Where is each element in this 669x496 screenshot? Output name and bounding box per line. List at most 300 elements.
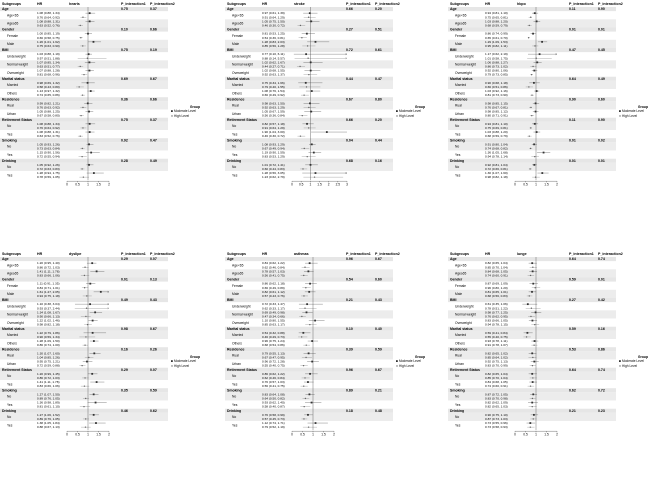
svg-text:2: 2 [327, 182, 330, 187]
svg-text:0.07: 0.07 [150, 257, 157, 262]
svg-text:0.75 (0.69, 0.81): 0.75 (0.69, 0.81) [485, 126, 508, 130]
svg-text:Yes: Yes [455, 402, 461, 407]
svg-text:1: 1 [535, 432, 537, 437]
svg-text:0.56 (0.41, 0.75): 0.56 (0.41, 0.75) [262, 384, 285, 389]
svg-text:0.82 (0.65, 1.04): 0.82 (0.65, 1.04) [485, 261, 508, 266]
svg-text:1.02 (0.68, 1.55): 1.02 (0.68, 1.55) [262, 68, 285, 73]
svg-text:0.66 (0.49, 0.92): 0.66 (0.49, 0.92) [262, 93, 285, 98]
svg-text:0.49: 0.49 [150, 158, 157, 163]
svg-text:0.72 (0.66, 0.81): 0.72 (0.66, 0.81) [485, 167, 508, 171]
group-drinking [225, 159, 393, 180]
svg-text:1.22 (1.02, 1.46): 1.22 (1.02, 1.46) [37, 318, 60, 323]
svg-text:Smoking: Smoking [227, 388, 242, 393]
svg-text:Yes: Yes [232, 132, 238, 137]
svg-text:P_interaction1: P_interaction1 [121, 252, 146, 257]
svg-text:0.36: 0.36 [121, 97, 128, 102]
svg-text:0.74: 0.74 [598, 367, 605, 372]
svg-text:Yes: Yes [455, 173, 461, 178]
svg-text:0.85 (0.70, 1.04): 0.85 (0.70, 1.04) [485, 265, 508, 270]
svg-text:Rual: Rual [232, 103, 239, 108]
svg-text:Married: Married [232, 83, 244, 88]
svg-text:Retirement Status: Retirement Status [450, 117, 480, 122]
svg-text:BMI: BMI [2, 298, 9, 303]
svg-text:Normal weight: Normal weight [232, 312, 254, 317]
svg-text:0.55 (0.40, 0.75): 0.55 (0.40, 0.75) [262, 363, 285, 368]
group-drinking [448, 159, 616, 180]
group-age [225, 257, 393, 278]
svg-text:0.79 (0.73, 0.85): 0.79 (0.73, 0.85) [485, 72, 508, 77]
svg-text:0.29: 0.29 [121, 367, 128, 372]
legend [396, 355, 425, 368]
svg-text:Age: Age [227, 257, 234, 262]
group-residence [448, 347, 616, 368]
svg-text:1.05 (0.88, 1.25): 1.05 (0.88, 1.25) [37, 109, 60, 114]
svg-text:1.07 (0.88, 1.28): 1.07 (0.88, 1.28) [37, 68, 60, 73]
svg-text:P_interaction2: P_interaction2 [150, 252, 175, 257]
svg-text:1.20 (0.99, 1.45): 1.20 (0.99, 1.45) [37, 371, 60, 376]
svg-text:1.26 (1.01, 1.62): 1.26 (1.01, 1.62) [37, 39, 60, 44]
group-drinking [0, 409, 168, 430]
svg-text:0: 0 [291, 432, 293, 437]
svg-text:No: No [455, 394, 460, 399]
svg-text:0.81 (0.53, 1.25): 0.81 (0.53, 1.25) [262, 31, 285, 36]
svg-text:0.73 (0.55, 0.96): 0.73 (0.55, 0.96) [485, 421, 508, 426]
svg-text:Others: Others [455, 341, 465, 346]
svg-text:0.79 (0.52, 1.19): 0.79 (0.52, 1.19) [262, 425, 285, 430]
svg-text:0.94 (0.78, 1.15): 0.94 (0.78, 1.15) [485, 322, 508, 327]
svg-text:0.85 (0.63, 1.17): 0.85 (0.63, 1.17) [262, 322, 285, 327]
svg-text:0.87 (0.72, 1.05): 0.87 (0.72, 1.05) [485, 392, 508, 397]
svg-text:1.05 (0.75, 1.50): 1.05 (0.75, 1.50) [262, 19, 285, 24]
svg-text:0.73 (0.58, 0.93): 0.73 (0.58, 0.93) [485, 425, 508, 430]
svg-text:1.15 (0.90, 1.56): 1.15 (0.90, 1.56) [37, 150, 60, 155]
svg-text:Marital status: Marital status [450, 76, 473, 81]
svg-text:1.13 (0.97, 1.32): 1.13 (0.97, 1.32) [37, 89, 60, 94]
svg-text:P_interaction2: P_interaction2 [598, 252, 623, 257]
svg-text:Married: Married [7, 333, 19, 338]
svg-text:1.01 (0.58, 1.75): 1.01 (0.58, 1.75) [485, 56, 508, 61]
svg-text:0.66: 0.66 [150, 97, 157, 102]
svg-text:0.04: 0.04 [346, 138, 353, 143]
group-residence [448, 97, 616, 118]
svg-text:0.91 (0.78, 1.07): 0.91 (0.78, 1.07) [485, 343, 508, 348]
svg-text:0.86 (0.62, 1.18): 0.86 (0.62, 1.18) [262, 281, 285, 286]
svg-text:Retirement Status: Retirement Status [450, 367, 480, 372]
svg-text:0.19: 0.19 [150, 48, 157, 53]
svg-text:Retirement Status: Retirement Status [2, 367, 32, 372]
svg-text:High Level: High Level [399, 114, 415, 118]
svg-text:Subgroups: Subgroups [227, 2, 246, 7]
forest-panel-lunge [448, 250, 669, 496]
svg-text:0: 0 [66, 432, 68, 437]
svg-text:0.96: 0.96 [346, 257, 353, 262]
svg-text:1.29 (1.09, 1.53): 1.29 (1.09, 1.53) [485, 39, 508, 44]
svg-text:0.5: 0.5 [300, 432, 305, 437]
svg-text:0.46 (0.29, 0.73): 0.46 (0.29, 0.73) [262, 335, 285, 339]
svg-text:0.98 (0.85, 1.12): 0.98 (0.85, 1.12) [485, 109, 508, 114]
svg-text:Others: Others [232, 91, 242, 96]
svg-text:0: 0 [514, 432, 516, 437]
svg-text:0.79 (0.55, 1.13): 0.79 (0.55, 1.13) [262, 351, 285, 356]
svg-text:Smoking: Smoking [450, 138, 465, 143]
svg-text:0.90 (0.75, 1.10): 0.90 (0.75, 1.10) [485, 412, 508, 417]
svg-text:P_interaction1: P_interaction1 [569, 2, 594, 7]
svg-text:0.98 (0.69, 1.32): 0.98 (0.69, 1.32) [37, 80, 60, 85]
svg-text:0.67 (0.47, 0.95): 0.67 (0.47, 0.95) [262, 355, 285, 360]
svg-text:0.86 (0.74, 1.00): 0.86 (0.74, 1.00) [37, 343, 60, 348]
svg-text:0.74 (0.65, 0.86): 0.74 (0.65, 0.86) [37, 93, 60, 98]
svg-text:Age: Age [450, 257, 457, 262]
svg-text:Rual: Rual [7, 353, 14, 358]
group-residence [225, 347, 393, 368]
svg-text:Marital status: Marital status [450, 326, 473, 331]
svg-text:Underweight: Underweight [7, 304, 26, 309]
svg-text:0.92: 0.92 [121, 138, 128, 143]
svg-text:Smoking: Smoking [2, 138, 17, 143]
svg-text:1.08 (0.93, 1.29): 1.08 (0.93, 1.29) [262, 142, 285, 147]
svg-text:1.05 (0.93, 1.26): 1.05 (0.93, 1.26) [37, 142, 60, 147]
svg-text:0.57 (0.45, 0.73): 0.57 (0.45, 0.73) [262, 417, 285, 421]
svg-text:0.92 (0.63, 1.37): 0.92 (0.63, 1.37) [262, 72, 285, 77]
svg-text:1: 1 [87, 432, 89, 437]
svg-text:0.73 (0.63, 0.84): 0.73 (0.63, 0.84) [37, 146, 60, 151]
group-marital-status [0, 327, 168, 348]
svg-text:asthmas: asthmas [294, 252, 309, 257]
svg-text:1.01 (0.72, 1.41): 1.01 (0.72, 1.41) [262, 162, 285, 167]
x-axis [291, 431, 335, 437]
svg-text:Female: Female [455, 34, 466, 38]
svg-text:0.66: 0.66 [346, 117, 353, 122]
svg-text:No: No [232, 165, 237, 170]
svg-text:No: No [7, 394, 12, 399]
svg-text:0.78 (0.59, 1.05): 0.78 (0.59, 1.05) [37, 175, 60, 180]
svg-text:HR: HR [262, 2, 268, 7]
svg-text:0.85 (0.56, 1.28): 0.85 (0.56, 1.28) [262, 44, 285, 48]
svg-text:0.44: 0.44 [375, 138, 382, 143]
svg-text:P_interaction1: P_interaction1 [121, 2, 146, 7]
svg-text:Group: Group [414, 355, 426, 359]
x-axis [291, 181, 348, 187]
svg-text:0.92 (0.80, 1.06): 0.92 (0.80, 1.06) [485, 68, 508, 73]
svg-text:1.08 (0.88, 1.31): 1.08 (0.88, 1.31) [37, 19, 60, 24]
svg-text:0.82 (0.65, 1.04): 0.82 (0.65, 1.04) [485, 371, 508, 376]
svg-text:0.81 (0.61, 1.10): 0.81 (0.61, 1.10) [37, 404, 60, 409]
svg-text:0.66 (0.51, 0.86): 0.66 (0.51, 0.86) [485, 85, 508, 89]
svg-text:0.75: 0.75 [121, 7, 128, 12]
svg-text:HR: HR [262, 252, 268, 257]
svg-text:Age≥65: Age≥65 [232, 21, 244, 26]
svg-text:0.76 (0.63, 0.92): 0.76 (0.63, 0.92) [37, 105, 60, 110]
svg-text:0.59 (0.41, 0.84): 0.59 (0.41, 0.84) [485, 330, 508, 335]
svg-text:Age<65: Age<65 [455, 13, 467, 18]
svg-text:0.26: 0.26 [150, 347, 157, 352]
group-age [0, 257, 168, 278]
svg-text:0.72 (0.63, 0.83): 0.72 (0.63, 0.83) [37, 167, 60, 171]
svg-text:0.59: 0.59 [569, 326, 576, 331]
svg-text:Female: Female [232, 34, 243, 38]
group-bmi [225, 298, 393, 327]
svg-text:Moderate Level: Moderate Level [399, 359, 421, 363]
svg-text:Age: Age [2, 7, 9, 12]
svg-text:Male: Male [7, 292, 15, 297]
svg-text:0.5: 0.5 [75, 182, 80, 187]
svg-text:0.93 (0.37, 2.44): 0.93 (0.37, 2.44) [37, 306, 60, 311]
svg-text:Gender: Gender [2, 277, 15, 282]
svg-text:0.57 (0.43, 0.76): 0.57 (0.43, 0.76) [262, 294, 285, 298]
x-axis [514, 431, 558, 437]
svg-text:1.28 (0.83, 2.03): 1.28 (0.83, 2.03) [262, 39, 285, 44]
svg-text:Underweight: Underweight [455, 54, 474, 59]
svg-text:No: No [7, 144, 12, 149]
group-retirement-status [448, 368, 616, 389]
svg-text:0.62 (0.46, 0.84): 0.62 (0.46, 0.84) [262, 265, 285, 270]
svg-text:0.97 (0.61, 1.39): 0.97 (0.61, 1.39) [262, 11, 285, 16]
forest-panel-stroke [225, 0, 448, 246]
svg-text:Drinking: Drinking [2, 158, 17, 163]
group-retirement-status [225, 368, 393, 389]
svg-text:0.46 (0.30, 0.72): 0.46 (0.30, 0.72) [262, 134, 285, 139]
table-header [227, 252, 400, 256]
svg-text:1.28 (0.56, 3.05): 1.28 (0.56, 3.05) [262, 171, 285, 176]
svg-text:Residence: Residence [227, 97, 245, 102]
svg-text:Yes: Yes [7, 402, 13, 407]
svg-text:1.5: 1.5 [544, 182, 549, 187]
svg-text:1.07 (0.85, 1.34): 1.07 (0.85, 1.34) [37, 60, 60, 65]
svg-text:Gender: Gender [227, 277, 240, 282]
svg-text:Overweight: Overweight [455, 70, 472, 75]
svg-text:0.81 (0.68, 0.96): 0.81 (0.68, 0.96) [37, 72, 60, 77]
svg-text:0.81 (0.73, 0.90): 0.81 (0.73, 0.90) [485, 93, 508, 98]
svg-text:0.43: 0.43 [375, 298, 382, 303]
svg-text:No: No [455, 144, 460, 149]
forest-panel-hbpo [448, 0, 669, 246]
svg-text:0.75: 0.75 [121, 48, 128, 53]
svg-text:No: No [232, 415, 237, 420]
svg-text:0.87 (0.73, 1.03): 0.87 (0.73, 1.03) [485, 417, 508, 421]
svg-text:0.68 (0.56, 0.83): 0.68 (0.56, 0.83) [485, 294, 508, 298]
svg-text:Married: Married [7, 83, 19, 88]
svg-text:1.27 (1.07, 1.50): 1.27 (1.07, 1.50) [37, 392, 60, 397]
svg-text:0.98 (0.85, 1.15): 0.98 (0.85, 1.15) [485, 101, 508, 106]
svg-text:0.90 (0.59, 1.34): 0.90 (0.59, 1.34) [37, 335, 60, 339]
group-marital-status [225, 77, 393, 98]
svg-text:0.90: 0.90 [569, 97, 576, 102]
svg-text:0.76 (0.57, 1.03): 0.76 (0.57, 1.03) [262, 380, 285, 385]
svg-text:No: No [232, 124, 237, 129]
svg-text:No: No [7, 415, 12, 420]
svg-text:Underweight: Underweight [455, 304, 474, 309]
svg-text:0.54: 0.54 [346, 277, 353, 282]
svg-text:High Level: High Level [174, 364, 190, 368]
svg-text:0: 0 [66, 182, 68, 187]
svg-text:0.01: 0.01 [598, 27, 605, 32]
svg-text:0: 0 [514, 182, 516, 187]
svg-text:Group: Group [637, 355, 649, 359]
svg-text:1: 1 [535, 182, 537, 187]
svg-text:1: 1 [312, 432, 314, 437]
svg-text:P_interaction2: P_interaction2 [375, 2, 400, 7]
svg-text:0.67: 0.67 [375, 367, 382, 372]
svg-text:Yes: Yes [7, 382, 13, 387]
legend [171, 355, 200, 368]
svg-text:0.83 (0.70, 0.99): 0.83 (0.70, 0.99) [485, 363, 508, 368]
svg-text:1.22 (0.79, 1.86): 1.22 (0.79, 1.86) [37, 330, 60, 335]
svg-text:0.20: 0.20 [375, 117, 382, 122]
svg-text:HR: HR [37, 252, 43, 257]
svg-text:0.01: 0.01 [569, 27, 576, 32]
svg-text:1: 1 [87, 182, 89, 187]
svg-text:0.83 (0.66, 1.06): 0.83 (0.66, 1.06) [37, 273, 60, 278]
svg-text:0.97 (0.51, 1.88): 0.97 (0.51, 1.88) [37, 56, 60, 61]
svg-text:Subgroups: Subgroups [450, 2, 469, 7]
svg-text:0.37: 0.37 [150, 7, 157, 12]
svg-text:Yes: Yes [455, 382, 461, 387]
svg-text:0.93 (0.62, 1.40): 0.93 (0.62, 1.40) [262, 400, 285, 405]
svg-text:0.94 (0.75, 1.18): 0.94 (0.75, 1.18) [37, 294, 60, 298]
svg-text:2: 2 [556, 182, 558, 187]
group-smoking [448, 138, 616, 159]
svg-text:BMI: BMI [450, 298, 457, 303]
svg-text:Age<65: Age<65 [232, 13, 244, 18]
svg-text:BMI: BMI [2, 48, 9, 53]
svg-text:0.94 (0.81, 1.10): 0.94 (0.81, 1.10) [485, 121, 508, 126]
svg-text:0.98: 0.98 [121, 326, 128, 331]
svg-text:BMI: BMI [227, 48, 234, 53]
svg-text:0.82 (0.65, 1.02): 0.82 (0.65, 1.02) [485, 351, 508, 356]
svg-text:1.5: 1.5 [544, 432, 549, 437]
svg-text:2.5: 2.5 [335, 182, 341, 187]
svg-text:0.84 (0.68, 1.05): 0.84 (0.68, 1.05) [485, 269, 508, 274]
group-marital-status [0, 77, 168, 98]
svg-text:0.95 (0.75, 1.21): 0.95 (0.75, 1.21) [37, 359, 60, 364]
svg-text:Normal weight: Normal weight [7, 312, 29, 317]
svg-text:Rual: Rual [232, 353, 239, 358]
svg-text:2: 2 [556, 432, 558, 437]
svg-text:Yes: Yes [455, 132, 461, 137]
svg-text:High Level: High Level [174, 114, 190, 118]
svg-text:0.91 (0.64, 1.29): 0.91 (0.64, 1.29) [262, 15, 285, 20]
group-bmi [0, 48, 168, 77]
svg-text:Subgroups: Subgroups [2, 2, 21, 7]
svg-text:0.67 (0.58, 0.80): 0.67 (0.58, 0.80) [37, 113, 60, 118]
svg-text:0.84 (0.71, 1.01): 0.84 (0.71, 1.01) [37, 285, 60, 290]
svg-text:0.16: 0.16 [598, 326, 605, 331]
svg-text:1.05 (0.67, 1.59): 1.05 (0.67, 1.59) [262, 109, 285, 114]
svg-text:1.19 (0.90, 1.59): 1.19 (0.90, 1.59) [262, 150, 285, 155]
svg-text:Residence: Residence [2, 97, 20, 102]
x-axis [66, 181, 110, 187]
table-header [2, 252, 175, 256]
svg-text:0.90 (0.66, 1.13): 0.90 (0.66, 1.13) [37, 314, 60, 319]
svg-text:Yes: Yes [455, 423, 461, 428]
legend [171, 105, 200, 118]
svg-text:Normal weight: Normal weight [455, 62, 477, 67]
svg-text:Female: Female [7, 284, 18, 288]
svg-text:stroke: stroke [294, 2, 305, 7]
svg-text:1.02 (0.62, 1.67): 1.02 (0.62, 1.67) [262, 60, 285, 65]
svg-text:0.83 (0.70, 0.98): 0.83 (0.70, 0.98) [485, 396, 508, 401]
svg-text:0.68 (0.54, 0.86): 0.68 (0.54, 0.86) [262, 343, 285, 348]
svg-text:Normal weight: Normal weight [7, 62, 29, 67]
svg-text:0.49: 0.49 [121, 298, 128, 303]
svg-text:0.47: 0.47 [150, 138, 157, 143]
svg-text:0.86 (0.74, 0.99): 0.86 (0.74, 0.99) [485, 31, 508, 36]
svg-text:0.85 (0.70, 1.04): 0.85 (0.70, 1.04) [485, 376, 508, 380]
svg-text:0.44: 0.44 [346, 76, 353, 81]
svg-text:0.92 (0.75, 1.13): 0.92 (0.75, 1.13) [485, 359, 508, 364]
group-bmi [225, 48, 393, 77]
svg-text:0.01: 0.01 [598, 158, 605, 163]
svg-text:Gender: Gender [227, 27, 240, 32]
forest-panel-dyslipe [0, 250, 223, 496]
svg-text:1.08 (0.88, 1.34): 1.08 (0.88, 1.34) [37, 11, 60, 16]
svg-text:0.65 (0.61, 0.70): 0.65 (0.61, 0.70) [485, 35, 508, 40]
svg-text:0.67: 0.67 [346, 97, 353, 102]
svg-text:Urban: Urban [455, 111, 464, 116]
group-gender [225, 278, 393, 299]
group-age [448, 7, 616, 28]
group-age [0, 7, 168, 28]
group-drinking [448, 409, 616, 430]
svg-text:0.23: 0.23 [598, 408, 605, 413]
svg-text:0.64: 0.64 [569, 257, 576, 262]
svg-text:0.76 (0.67, 0.81): 0.76 (0.67, 0.81) [485, 105, 508, 110]
svg-text:0.54 (0.36, 0.81): 0.54 (0.36, 0.81) [262, 35, 285, 40]
svg-text:1.11 (0.91, 1.35): 1.11 (0.91, 1.35) [37, 281, 60, 286]
svg-text:Gender: Gender [2, 27, 15, 32]
svg-text:0.87 (0.69, 1.09): 0.87 (0.69, 1.09) [485, 281, 508, 286]
svg-text:3: 3 [346, 182, 348, 187]
svg-text:0.83 (0.66, 1.05): 0.83 (0.66, 1.05) [485, 318, 508, 323]
svg-text:0.10: 0.10 [346, 326, 353, 331]
svg-text:0.5: 0.5 [523, 182, 528, 187]
svg-text:Yes: Yes [232, 382, 238, 387]
svg-text:1.03 (0.92, 1.16): 1.03 (0.92, 1.16) [485, 89, 508, 94]
svg-text:Drinking: Drinking [2, 408, 17, 413]
svg-text:BMI: BMI [227, 298, 234, 303]
svg-text:2: 2 [108, 432, 110, 437]
svg-text:No: No [232, 374, 237, 379]
svg-text:Age<65: Age<65 [232, 263, 244, 268]
svg-text:0.86 (0.72, 1.03): 0.86 (0.72, 1.03) [37, 376, 60, 380]
svg-text:0.88 (0.14, 5.57): 0.88 (0.14, 5.57) [262, 56, 285, 61]
svg-text:0.63 (0.52, 0.76): 0.63 (0.52, 0.76) [37, 23, 60, 28]
svg-text:High Level: High Level [622, 114, 638, 118]
svg-text:0.68 (0.59, 0.79): 0.68 (0.59, 0.79) [485, 134, 508, 139]
svg-text:Female: Female [7, 34, 18, 38]
svg-text:Male: Male [232, 42, 240, 47]
svg-text:0.61 (0.35, 1.06): 0.61 (0.35, 1.06) [485, 302, 508, 307]
svg-text:0.46: 0.46 [121, 408, 128, 413]
svg-text:0.47 (0.34, 0.66): 0.47 (0.34, 0.66) [262, 314, 285, 319]
svg-text:0.77 (0.10, 6.11): 0.77 (0.10, 6.11) [262, 52, 285, 57]
group-drinking [0, 159, 168, 180]
group-smoking [448, 388, 616, 409]
svg-text:0.16: 0.16 [121, 347, 128, 352]
svg-text:Drinking: Drinking [227, 408, 242, 413]
svg-text:Age≥65: Age≥65 [455, 271, 467, 276]
legend [619, 105, 648, 118]
svg-text:0.66 (0.58, 0.75): 0.66 (0.58, 0.75) [37, 35, 60, 40]
group-marital-status [448, 327, 616, 348]
svg-text:0.59: 0.59 [569, 277, 576, 282]
svg-text:0: 0 [291, 182, 293, 187]
svg-text:1.10 (0.80, 1.55): 1.10 (0.80, 1.55) [262, 318, 285, 323]
svg-text:Others: Others [7, 341, 17, 346]
svg-text:P_interaction1: P_interaction1 [569, 252, 594, 257]
svg-text:0.80 (0.71, 0.91): 0.80 (0.71, 0.91) [485, 113, 508, 118]
svg-text:0.74 (0.68, 0.82): 0.74 (0.68, 0.82) [485, 146, 508, 151]
